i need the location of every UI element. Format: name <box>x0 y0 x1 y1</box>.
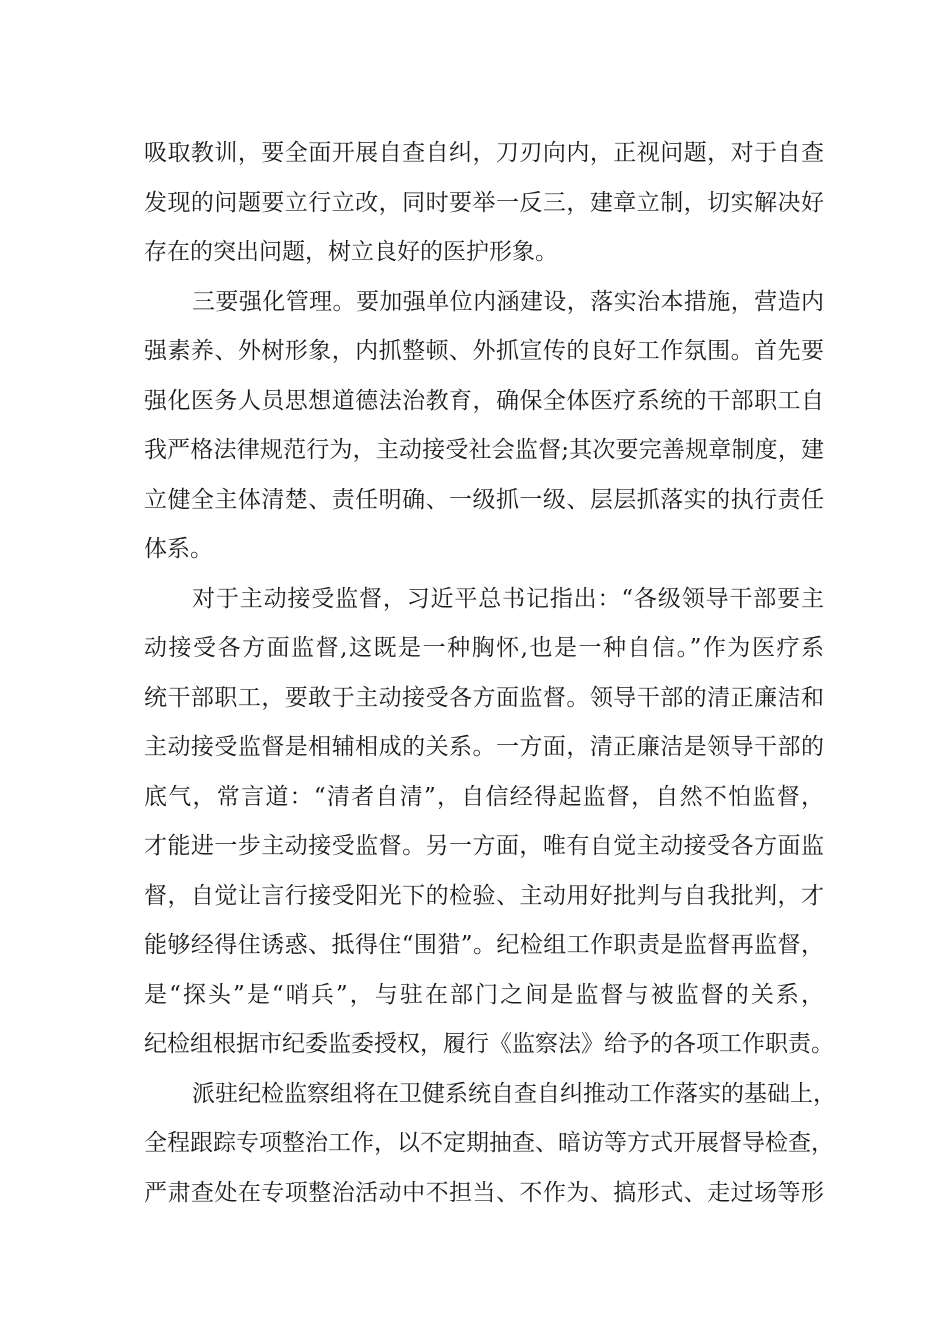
text-line: 立健全主体清楚、责任明确、一级抓一级、层层抓落实的执行责任 <box>144 487 824 513</box>
text-line: 强素养、外树形象，内抓整顿、外抓宣传的良好工作氛围。首先要 <box>144 338 824 364</box>
text-line: 对于主动接受监督，习近平总书记指出：“各级领导干部要主 <box>192 586 824 612</box>
text-line: 存在的突出问题，树立良好的医护形象。 <box>144 239 558 265</box>
text-line: 吸取教训，要全面开展自查自纠，刀刃向内，正视问题，对于自查 <box>144 140 824 166</box>
text-line: 统干部职工，要敢于主动接受各方面监督。领导干部的清正廉洁和 <box>144 685 824 711</box>
text-line: 是“探头”是“哨兵”，与驻在部门之间是监督与被监督的关系， <box>144 982 824 1008</box>
text-line: 我严格法律规范行为，主动接受社会监督;其次要完善规章制度，建 <box>144 437 824 463</box>
text-line: 底气，常言道：“清者自清”，自信经得起监督，自然不怕监督， <box>144 784 824 810</box>
text-line: 能够经得住诱惑、抵得住“围猎”。纪检组工作职责是监督再监督， <box>144 932 824 958</box>
text-line: 体系。 <box>144 536 213 562</box>
text-line: 才能进一步主动接受监督。另一方面，唯有自觉主动接受各方面监 <box>144 833 824 859</box>
text-line: 主动接受监督是相辅相成的关系。一方面，清正廉洁是领导干部的 <box>144 734 824 760</box>
text-line: 严肃查处在专项整治活动中不担当、不作为、搞形式、走过场等形 <box>144 1180 824 1206</box>
text-line: 动接受各方面监督,这既是一种胸怀,也是一种自信。”作为医疗系 <box>144 635 824 661</box>
text-line: 发现的问题要立行立改，同时要举一反三，建章立制，切实解决好 <box>144 190 824 216</box>
text-line: 三要强化管理。要加强单位内涵建设，落实治本措施，营造内 <box>192 289 824 315</box>
text-line: 派驻纪检监察组将在卫健系统自查自纠推动工作落实的基础上， <box>192 1081 836 1107</box>
text-line: 全程跟踪专项整治工作，以不定期抽查、暗访等方式开展督导检查， <box>144 1130 834 1156</box>
text-line: 纪检组根据市纪委监委授权，履行《监察法》给予的各项工作职责。 <box>144 1031 834 1057</box>
text-line: 督，自觉让言行接受阳光下的检验、主动用好批判与自我批判，才 <box>144 883 824 909</box>
text-line: 强化医务人员思想道德法治教育，确保全体医疗系统的干部职工自 <box>144 388 824 414</box>
